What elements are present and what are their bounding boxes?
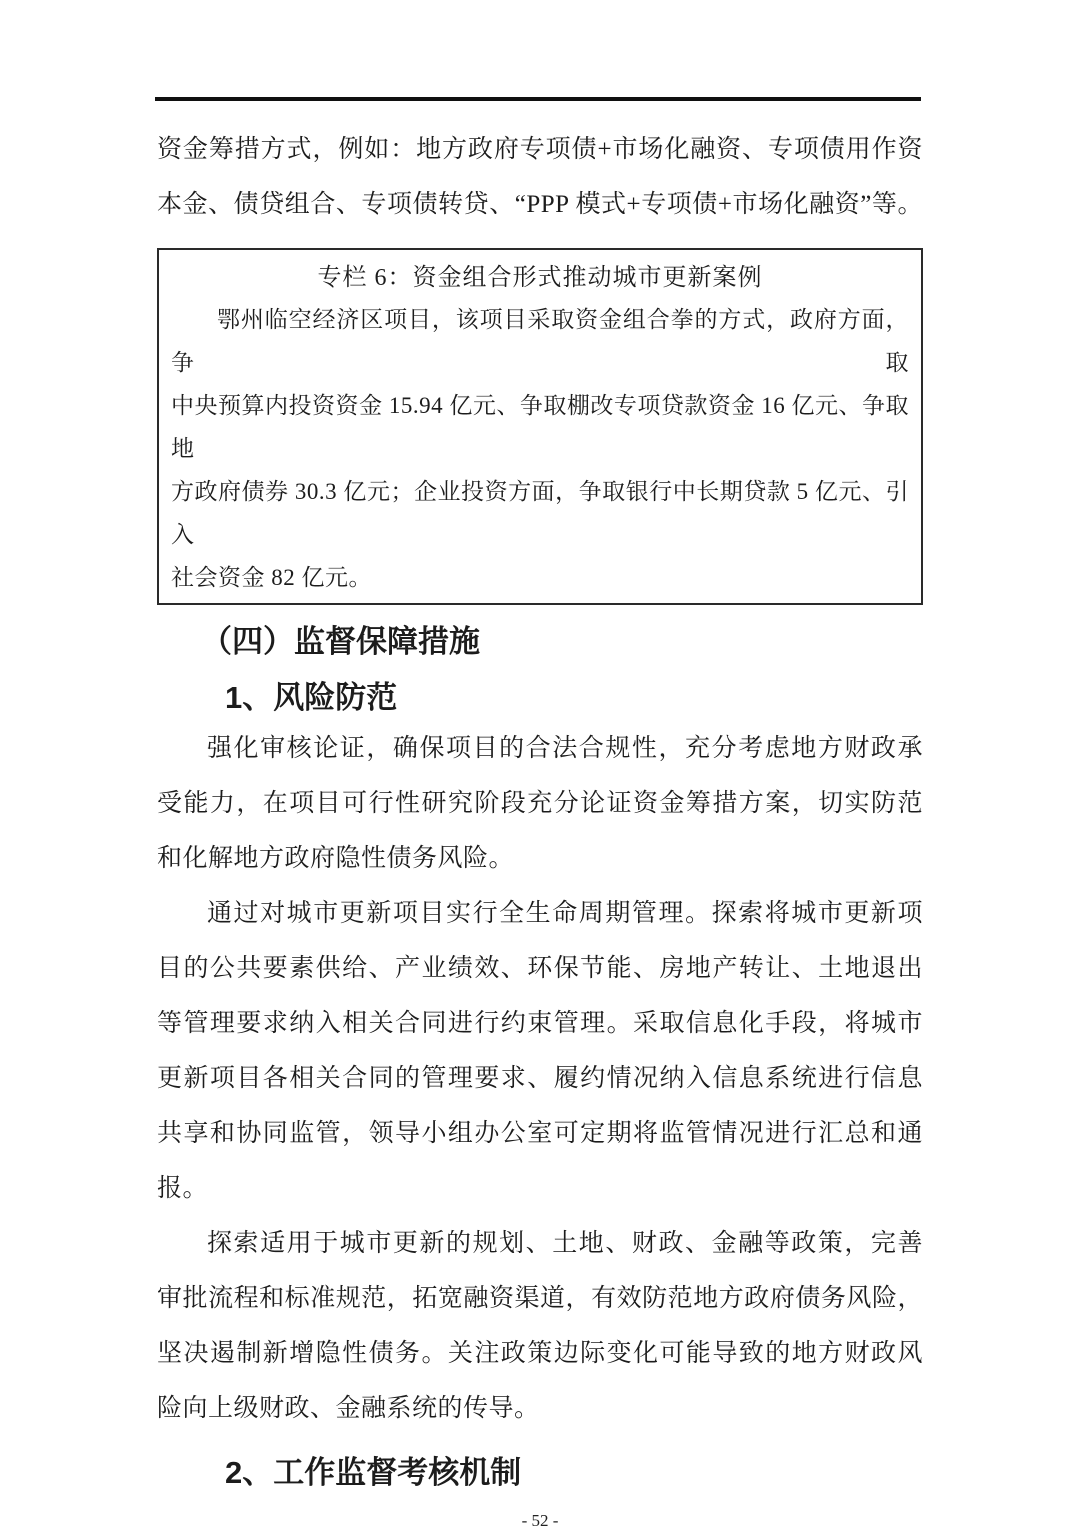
callout-box xyxy=(157,248,923,605)
callout-box-line: 方政府债券 30.3 亿元；企业投资方面，争取银行中长期贷款 5 亿元、引入 xyxy=(171,479,910,547)
paragraph-2-line: 报。 xyxy=(157,1175,209,1202)
paragraph-3-line: 审批流程和标准规范，拓宽融资渠道，有效防范地方政府债务风险， xyxy=(157,1285,923,1312)
header-rule xyxy=(155,97,921,101)
subsection-heading-1: 1、风险防范 xyxy=(225,680,398,715)
paragraph-1-line: 和化解地方政府隐性债务风险。 xyxy=(157,845,515,872)
paragraph-2-line: 目的公共要素供给、产业绩效、环保节能、房地产转让、土地退出 xyxy=(157,955,923,982)
paragraph-2-line: 更新项目各相关合同的管理要求、履约情况纳入信息系统进行信息 xyxy=(157,1065,923,1092)
callout-box-line: 社会资金 82 亿元。 xyxy=(171,565,372,590)
paragraph-3-line: 探索适用于城市更新的规划、土地、财政、金融等政策，完善 xyxy=(207,1230,923,1257)
subsection-heading-2: 2、工作监督考核机制 xyxy=(225,1455,522,1490)
callout-box-title: 专栏 6：资金组合形式推动城市更新案例 xyxy=(317,265,763,291)
page-number: - 52 - xyxy=(521,1511,559,1528)
callout-box-line: 中央预算内投资资金 15.94 亿元、争取棚改专项贷款资金 16 亿元、争取地 xyxy=(171,393,909,461)
paragraph-3-line: 险向上级财政、金融系统的传导。 xyxy=(157,1395,540,1422)
paragraph-1-line: 受能力，在项目可行性研究阶段充分论证资金筹措方案，切实防范 xyxy=(157,790,923,817)
paragraph-2-line: 通过对城市更新项目实行全生命周期管理。探索将城市更新项 xyxy=(207,900,923,927)
callout-box-line: 鄂州临空经济区项目，该项目采取资金组合拳的方式，政府方面，争取 xyxy=(171,307,909,375)
page-content xyxy=(157,122,923,1528)
paragraph-1-line: 强化审核论证，确保项目的合法合规性，充分考虑地方财政承 xyxy=(207,735,923,762)
intro-paragraph-line: 本金、债贷组合、专项债转贷、“PPP 模式+专项债+市场化融资”等。 xyxy=(157,191,923,218)
intro-paragraph-line: 资金筹措方式，例如：地方政府专项债+市场化融资、专项债用作资 xyxy=(157,136,923,163)
paragraph-2-line: 共享和协同监管，领导小组办公室可定期将监管情况进行汇总和通 xyxy=(157,1120,923,1147)
paragraph-2-line: 等管理要求纳入相关合同进行约束管理。采取信息化手段，将城市 xyxy=(157,1010,923,1037)
paragraph-3-line: 坚决遏制新增隐性债务。关注政策边际变化可能导致的地方财政风 xyxy=(157,1340,923,1367)
section-heading: （四）监督保障措施 xyxy=(201,624,480,659)
